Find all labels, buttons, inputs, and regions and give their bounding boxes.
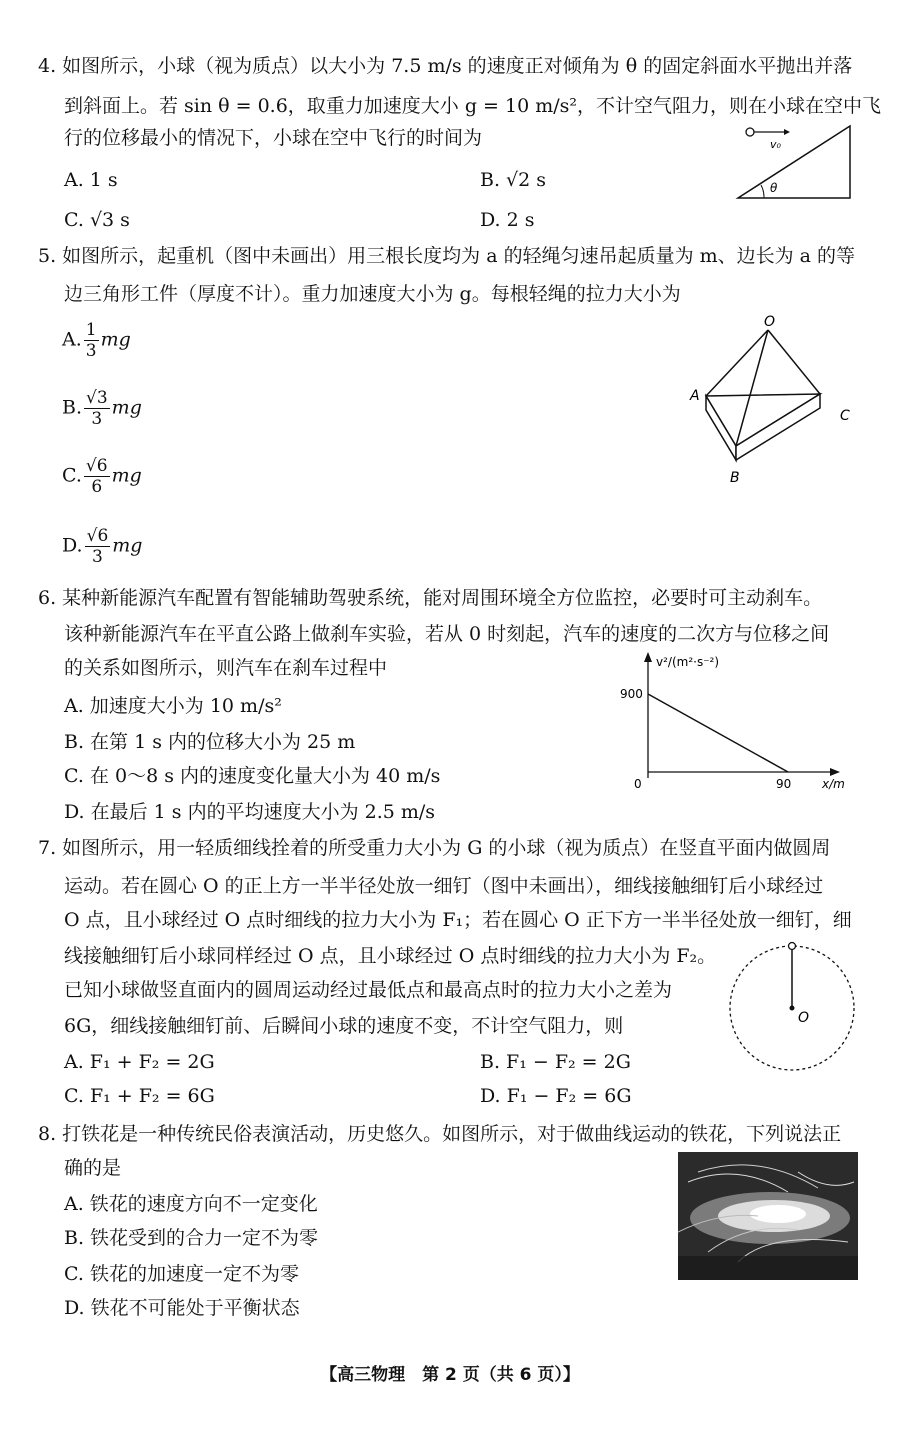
q7-line-6: 6G，细线接触细钉前、后瞬间小球的速度不变，不计空气阻力，则 [64,1015,624,1037]
q4-option-c[interactable]: C. √3 s [64,209,130,231]
iron-flower-photo [678,1152,858,1280]
q5-pyramid-figure [680,310,860,490]
q4-v0-label: v₀ [770,138,781,151]
q5-line-2: 边三角形工件（厚度不计）。重力加速度大小为 g。每根轻绳的拉力大小为 [64,283,681,305]
ball-icon [746,128,754,136]
q4-option-d[interactable]: D. 2 s [480,209,535,231]
q7-option-a[interactable]: A. F₁ + F₂ = 2G [64,1051,215,1073]
q8-line-1: 8. 打铁花是一种传统民俗表演活动，历史悠久。如图所示，对于做曲线运动的铁花，下列说法正 [38,1123,842,1145]
origin-label: 0 [634,777,642,790]
q5-line-1: 5. 如图所示，起重机（图中未画出）用三根长度均为 a 的轻绳匀速吊起质量为 m、边长为 a 的等 [38,245,856,267]
q7-line-1: 7. 如图所示，用一轻质细线拴着的所受重力大小为 G 的小球（视为质点）在竖直平面内做圆周 [38,837,831,859]
page-footer: 【高三物理 第 2 页（共 6 页）】 [320,1365,580,1385]
q7-line-2: 运动。若在圆心 O 的正上方一半半径处放一细钉（图中未画出），细线接触细钉后小球经过 [64,875,824,897]
q8-option-d[interactable]: D. 铁花不可能处于平衡状态 [64,1297,300,1319]
q5-label-o: O [764,314,776,330]
q4-line-3: 行的位移最小的情况下，小球在空中飞行的时间为 [64,127,483,149]
q6-option-b[interactable]: B. 在第 1 s 内的位移大小为 25 m [64,731,356,753]
q5-option-a[interactable]: A. $\frac{1}{3}$ mg [62,320,131,361]
q6-line-2: 该种新能源汽车在平直公路上做刹车实验，若从 0 时刻起，汽车的速度的二次方与位移之间 [64,623,830,645]
q7-label-o: O [798,1010,810,1026]
q5-label-a: A [690,388,700,404]
q7-line-4: 线接触细钉后小球同样经过 O 点，且小球经过 O 点时细线的拉力大小为 F₂。 [64,945,717,967]
q7-option-c[interactable]: C. F₁ + F₂ = 6G [64,1085,215,1107]
q8-option-b[interactable]: B. 铁花受到的合力一定不为零 [64,1227,319,1249]
q8-option-a[interactable]: A. 铁花的速度方向不一定变化 [64,1193,318,1215]
y-axis-label: v²/(m²·s⁻²) [656,655,720,669]
q4-line-1: 4. 如图所示，小球（视为质点）以大小为 7.5 m/s 的速度正对倾角为 θ 的固定斜面水平抛出并落 [38,55,853,77]
center-point [790,1006,795,1011]
q8-line-2: 确的是 [64,1157,122,1179]
q6-v2-x-graph [610,650,860,790]
q4-theta-label: θ [770,181,778,195]
q6-line-3: 的关系如图所示，则汽车在刹车过程中 [64,657,388,679]
q7-line-5: 已知小球做竖直面内的圆周运动经过最低点和最高点时的拉力大小之差为 [64,979,673,1001]
q4-line-2: 到斜面上。若 sin θ = 0.6，取重力加速度大小 g = 10 m/s²，不计空气阻力，则在小球在空中飞 [64,95,882,117]
q6-option-a[interactable]: A. 加速度大小为 10 m/s² [64,695,282,717]
q7-option-d[interactable]: D. F₁ − F₂ = 6G [480,1085,632,1107]
q5-label-c: C [840,408,850,424]
q4-option-a[interactable]: A. 1 s [64,169,118,191]
q4-option-b[interactable]: B. √2 s [480,169,547,191]
q5-label-b: B [730,470,740,486]
x-axis-label: x/m [822,777,845,790]
q6-option-d[interactable]: D. 在最后 1 s 内的平均速度大小为 2.5 m/s [64,801,436,823]
q8-option-c[interactable]: C. 铁花的加速度一定不为零 [64,1263,299,1285]
v2-line [648,694,788,772]
x-tick-label: 90 [776,777,792,790]
ball-icon [789,943,796,950]
q6-option-c[interactable]: C. 在 0～8 s 内的速度变化量大小为 40 m/s [64,765,441,787]
q7-line-3: O 点，且小球经过 O 点时细线的拉力大小为 F₁；若在圆心 O 正下方一半半径处放一细钉，细 [64,909,852,931]
q6-line-1: 6. 某种新能源汽车配置有智能辅助驾驶系统，能对周围环境全方位监控，必要时可主动刹车。 [38,587,823,609]
q7-option-b[interactable]: B. F₁ − F₂ = 2G [480,1051,631,1073]
q4-incline-figure [730,120,860,205]
q7-circle-figure [726,938,866,1078]
y-tick-label: 900 [620,687,643,701]
q5-option-d[interactable]: D. $\frac{√6}{3}$ mg [62,526,143,567]
q5-option-b[interactable]: B. $\frac{√3}{3}$ mg [62,388,142,429]
q5-option-c[interactable]: C. $\frac{√6}{6}$ mg [62,456,142,497]
